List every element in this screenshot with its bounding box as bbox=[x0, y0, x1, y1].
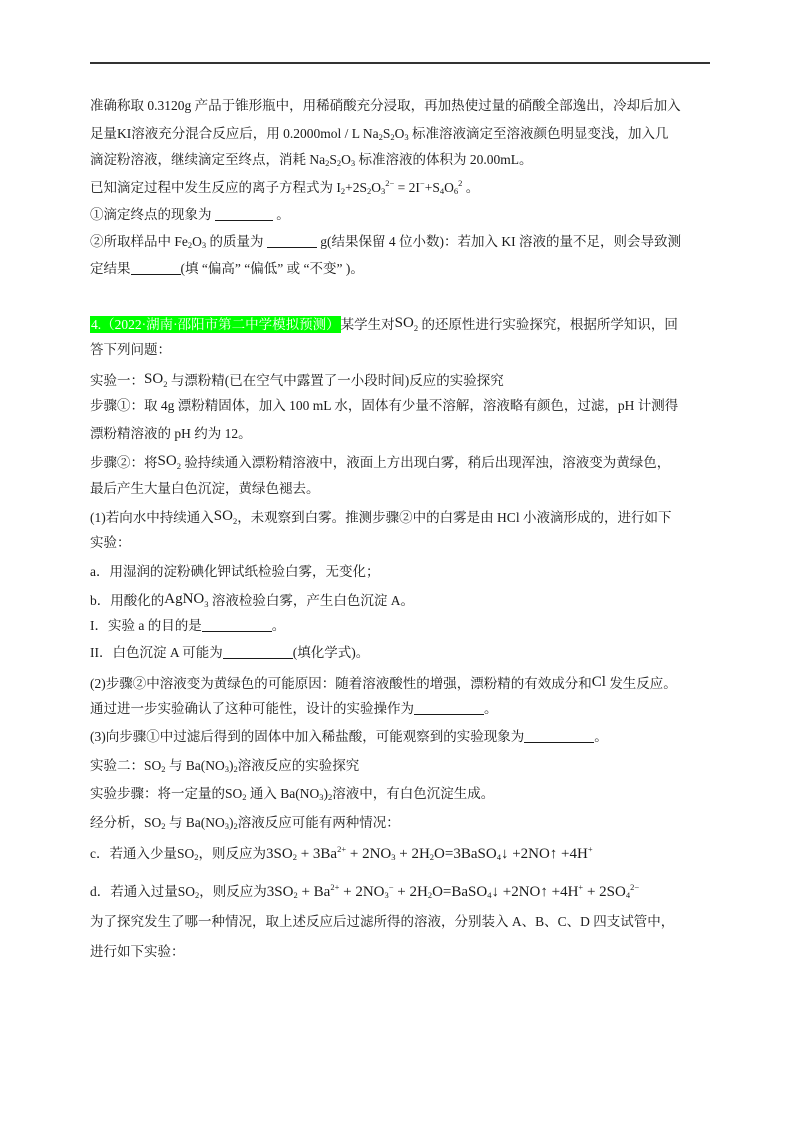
text: a．用湿润的淀粉碘化钾试纸检验白雾，无变化； bbox=[90, 564, 380, 579]
text: ，则反应为 bbox=[198, 846, 267, 861]
text: 最后产生大量白色沉淀，黄绿色褪去。 bbox=[90, 481, 320, 496]
experiment-2-title: 实验二：$SO_2$ 与 $Ba(NO_3)_2$溶液反应的实验探究 bbox=[90, 758, 360, 774]
text: 通入 bbox=[249, 786, 277, 801]
sub-question-1: (1)若向水中持续通入$SO_2$，未观察到白雾。推测步骤②中的白雾是由 HCl 小液滴形成的，进行如下 bbox=[90, 508, 672, 526]
answer-blank[interactable] bbox=[267, 233, 317, 248]
header-rule bbox=[90, 62, 710, 64]
answer-blank[interactable] bbox=[223, 644, 293, 659]
case-c: c．若通入少量$SO_2$，则反应为$3SO_2 + 3Ba^{2+} + 2NO_3$ + $2H_2O=3BaSO_4↓$ +2NO↑ +4H+ bbox=[90, 844, 593, 862]
text: g(结果保留 4 位小数)：若加入 KI 溶液的量不足，则会导致测 bbox=[320, 234, 681, 249]
sub-question-2-cont bbox=[90, 699, 498, 719]
text: 步骤①：取 4g 漂粉精固体，加入 100 mL 水，固体有少量不溶解，溶液略有颜色，过滤，pH 计测得 bbox=[90, 398, 679, 413]
text: (填 “偏高” “偏低” 或 “不变” )。 bbox=[180, 261, 364, 276]
question-4-header: 4.（2022·湖南·邵阳市第二中学模拟预测）某学生对$SO_2$ 的还原性进行实验探究，根据所学知识，回 bbox=[91, 315, 678, 333]
text: (3)向步骤①中过滤后得到的固体中加入稀盐酸，可能观察到的实验现象为 bbox=[90, 729, 525, 744]
sub-question-1-cont bbox=[90, 533, 131, 553]
text: (2)步骤②中溶液变为黄绿色的可能原因：随着溶液酸性的增强，漂粉精的有效成分和 bbox=[90, 676, 592, 691]
text: 实验一： bbox=[90, 373, 144, 388]
text: 滴淀粉溶液，继续滴定至终点，消耗 Na bbox=[90, 152, 326, 167]
text: 某学生对 bbox=[340, 317, 395, 332]
text: b．用酸化的 bbox=[90, 593, 165, 608]
text: (填化学式)。 bbox=[292, 645, 370, 660]
case-d: d．若通入过量$SO_2$，则反应为$3SO_2 + Ba^{2+} + 2NO_3^-$ + $2H_2O=BaSO_4↓$ +2NO↑ $+4H^+ + 2SO_4^{2-}$ bbox=[90, 882, 640, 900]
question-2: ②所取样品中 $Fe_2O_3$ 的质量为 g(结果保留 4 位小数)：若加入 KI 溶液的量不足，则会导致测 bbox=[90, 234, 681, 250]
answer-blank[interactable] bbox=[202, 617, 272, 632]
text: 漂粉精溶液的 pH 约为 12。 bbox=[90, 426, 252, 441]
text: 经分析， bbox=[90, 815, 144, 830]
text: 为了探究发生了哪一种情况，取上述反应后过滤所得的溶液，分别装入 A、B、C、D 四支试管中， bbox=[90, 914, 675, 929]
text: 溶液反应可能有两种情况： bbox=[237, 815, 400, 830]
experiment-2-analysis: 经分析，$SO_2$ 与 $Ba(NO_3)_2$溶液反应可能有两种情况： bbox=[90, 815, 400, 831]
text: 的还原性进行实验探究，根据所学知识，回 bbox=[421, 317, 678, 332]
paragraph-line bbox=[90, 340, 171, 360]
item-a bbox=[90, 562, 380, 582]
text: 已知滴定过程中发生反应的离子方程式为 I bbox=[90, 180, 341, 195]
text: ②所取样品中 Fe bbox=[90, 234, 188, 249]
text: 验持续通入漂粉精溶液中，液面上方出现白雾，稍后出现浑浊，溶液变为黄绿色， bbox=[184, 455, 671, 470]
answer-blank[interactable] bbox=[524, 728, 594, 743]
text: 。 bbox=[484, 701, 498, 716]
text: (1)若向水中持续通入 bbox=[90, 510, 214, 525]
text: 足量KI溶液充分混合反应后，用 0.2000mol / L Na bbox=[90, 126, 379, 141]
paragraph-line: 足量KI溶液充分混合反应后，用 0.2000mol / L $Na_2S_2O_3$ 标准溶液滴定至溶液颜色明显变浅，加入几 bbox=[90, 126, 669, 142]
answer-blank[interactable] bbox=[215, 206, 273, 221]
text: 准确称取 0.3120g 产品于锥形瓶中，用稀硝酸充分浸取，再加热使过量的硝酸全部逸出，冷却后加入 bbox=[90, 98, 681, 113]
text: 与 bbox=[168, 758, 183, 773]
text: 标准溶液的体积为 20.00mL。 bbox=[358, 152, 533, 167]
source-highlight: 4.（2022·湖南·邵阳市第二中学模拟预测） bbox=[91, 317, 340, 332]
experiment-2-steps: 实验步骤：将一定量的$SO_2$ 通入 $Ba(NO_3)_2$溶液中，有白色沉淀生成。 bbox=[90, 786, 495, 802]
experiment-1-title: 实验一：$SO_2$ 与漂粉精(已在空气中露置了一小段时间)反应的实验探究 bbox=[90, 371, 504, 389]
text: 标准溶液滴定至溶液颜色明显变浅，加入几 bbox=[412, 126, 669, 141]
text: 。 bbox=[594, 729, 608, 744]
text: 溶液检验白雾，产生白色沉淀 A。 bbox=[211, 593, 414, 608]
text: ，则反应为 bbox=[199, 884, 267, 899]
text: 溶液反应的实验探究 bbox=[237, 758, 360, 773]
question-1 bbox=[90, 205, 290, 225]
text: 通过进一步实验确认了这种可能性，设计的实验操作为 bbox=[90, 701, 414, 716]
text: 实验步骤：将一定量的 bbox=[90, 786, 225, 801]
item-II bbox=[90, 643, 369, 663]
step-1-cont bbox=[90, 424, 252, 444]
titration-equation-line: 已知滴定过程中发生反应的离子方程式为 $I_2+2S_2O_3^{2-} = 2I^-+S_4O_6^2$ 。 bbox=[90, 178, 480, 196]
sub-question-2: (2)步骤②中溶液变为黄绿色的可能原因：随着溶液酸性的增强，漂粉精的有效成分和Cl 发生反应。 bbox=[90, 674, 677, 691]
step-2: 步骤②：将$SO_2$ 验持续通入漂粉精溶液中，液面上方出现白雾，稍后出现浑浊，溶液变为黄绿色， bbox=[90, 453, 671, 471]
text: d．若通入过量 bbox=[90, 884, 178, 899]
text: 实验二： bbox=[90, 758, 144, 773]
text: 发生反应。 bbox=[609, 676, 677, 691]
step-2-cont bbox=[90, 479, 320, 499]
answer-blank[interactable] bbox=[131, 260, 181, 275]
paragraph-line bbox=[90, 912, 674, 932]
text: II．白色沉淀 A 可能为 bbox=[90, 645, 223, 660]
text: I．实验 a 的目的是 bbox=[90, 618, 202, 633]
item-I bbox=[90, 616, 285, 636]
text: 与 bbox=[168, 815, 183, 830]
text: 与漂粉精(已在空气中露置了一小段时间)反应的实验探究 bbox=[170, 373, 504, 388]
text: c．若通入少量 bbox=[90, 846, 177, 861]
sub-question-3 bbox=[90, 727, 608, 747]
text: 答下列问题： bbox=[90, 342, 171, 357]
text: 步骤②：将 bbox=[90, 455, 158, 470]
text: ①滴定终点的现象为 bbox=[90, 207, 212, 222]
answer-blank[interactable] bbox=[414, 700, 484, 715]
text: 进行如下实验： bbox=[90, 944, 185, 959]
text: 溶液中，有白色沉淀生成。 bbox=[332, 786, 495, 801]
item-b: b．用酸化的AgNO$_3$ 溶液检验白雾，产生白色沉淀 A。 bbox=[90, 591, 414, 609]
paragraph-line: 滴淀粉溶液，继续滴定至终点，消耗 $Na_2S_2O_3$ 标准溶液的体积为 20.00mL。 bbox=[90, 152, 533, 168]
text: 的质量为 bbox=[209, 234, 264, 249]
question-2-cont bbox=[90, 259, 364, 279]
step-1 bbox=[90, 396, 678, 416]
paragraph-line bbox=[90, 96, 681, 116]
text: 。 bbox=[276, 207, 290, 222]
text: ，未观察到白雾。推测步骤②中的白雾是由 HCl 小液滴形成的，进行如下 bbox=[237, 510, 672, 525]
text: 定结果 bbox=[90, 261, 131, 276]
text: 实验： bbox=[90, 535, 131, 550]
paragraph-line bbox=[90, 942, 185, 962]
text: 。 bbox=[271, 618, 286, 633]
